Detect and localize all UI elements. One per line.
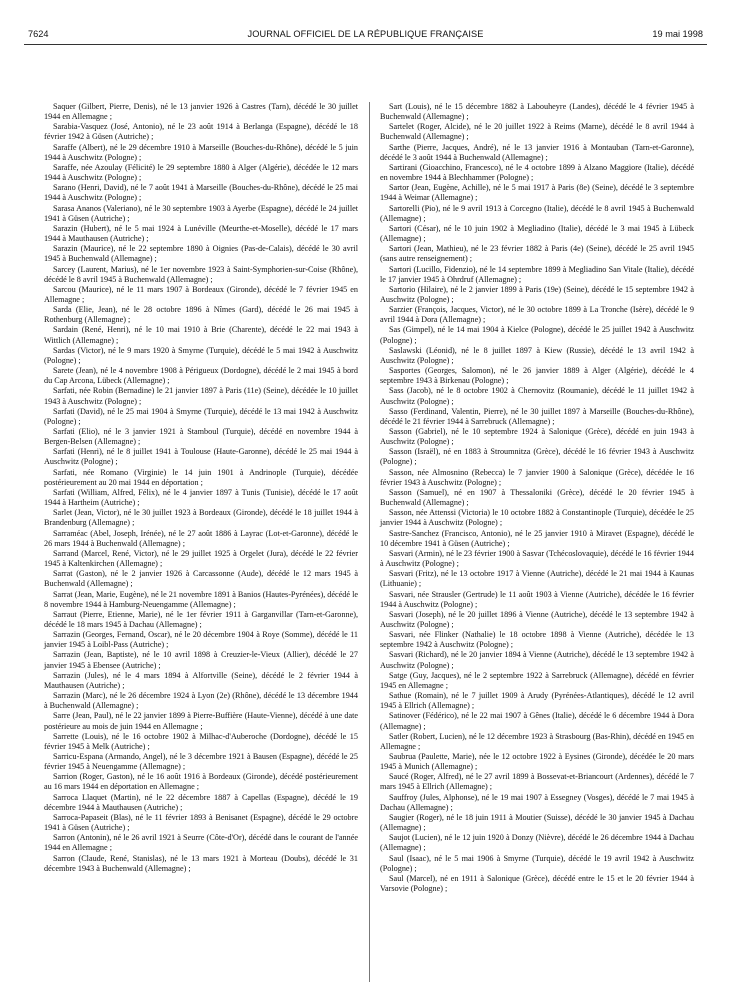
record-entry: Sarrat (Gaston), né le 2 janvier 1926 à Carcassonne (Aude), décédé le 12 mars 1945 à Buchenwald (Allemagne) ; [44,569,358,589]
record-entry: Saul (Isaac), né le 5 mai 1906 à Smyrne (Turquie), décédé le 19 avril 1942 à Auschwitz (Pologne) ; [380,853,694,873]
record-entry: Saugier (Roger), né le 18 juin 1911 à Moutier (Suisse), décédé le 30 janvier 1945 à Dachau (Allemagne) ; [380,812,694,833]
record-entry: Sarrand (Marcel, René, Victor), né le 29 juillet 1925 à Orgelet (Jura), décédé le 22 février 1945 à Kaltenkirchen (Allemagne) ; [44,548,358,569]
record-entry: Sastre-Sanchez (Francisco, Antonio), né le 25 janvier 1910 à Miravet (Espagne), décédé le 10 décembre 1941 à Güsen (Autriche) ; [380,528,694,548]
record-entry: Sarlet (Jean, Victor), né le 30 juillet 1923 à Bordeaux (Gironde), décédé le 18 juillet 1944 à Brandenburg (Allemagne) ; [44,508,358,528]
page-header [24,26,707,44]
record-entry: Sasvari (Armin), né le 23 février 1900 à Sasvar (Tchécoslovaquie), décédé le 16 février 1944 à Auschwitz (Pologne) ; [380,548,694,569]
record-entry: Saubrua (Paulette, Marie), née le 12 octobre 1922 à Eysines (Gironde), décédée le 20 mars 1945 à Munich (Allemagne) ; [380,752,694,772]
record-entry: Sarron (Antonin), né le 26 avril 1921 à Seurre (Côte-d'Or), décédé dans le courant de l'année 1944 en Allemagne ; [44,833,358,853]
record-entry: Sarcou (Maurice), né le 11 mars 1907 à Bordeaux (Gironde), décédé le 7 février 1945 en Allemagne ; [44,284,358,304]
record-entry: Sarroca Llaquet (Martin), né le 22 décembre 1887 à Capellas (Espagne), décédé le 19 décembre 1944 à Mauthausen (Autriche) ; [44,792,358,812]
page-number: 7624 [28,29,49,39]
record-entry: Sarricu-Espana (Armando, Angel), né le 3 décembre 1921 à Bausen (Espagne), décédé le 25 février 1945 à Neuengamme (Allemagne) ; [44,752,358,772]
record-entry: Satge (Guy, Jacques), né le 2 septembre 1922 à Sarrebruck (Allemagne), décédé en février 1945 en Allemagne ; [380,670,694,690]
record-entry: Sass (Jacob), né le 8 octobre 1902 à Chernovitz (Roumanie), décédé le 11 juillet 1942 à Auschwitz (Pologne) ; [380,386,694,406]
record-entry: Sartelet (Roger, Alcide), né le 20 juillet 1922 à Reims (Marne), décédé le 8 avril 1944 à Buchenwald (Allemagne) ; [380,122,694,142]
record-entry: Satler (Robert, Lucien), né le 12 décembre 1923 à Strasbourg (Bas-Rhin), décédé en 1945 en Allemagne ; [380,731,694,751]
record-entry: Sarazin (Maurice), né le 22 septembre 1890 à Oignies (Pas-de-Calais), décédé le 30 avril 1945 à Buchenwald (Allemagne) ; [44,244,358,264]
record-entry: Sarasa Ananos (Valeriano), né le 30 septembre 1903 à Ayerbe (Espagne), décédé le 24 juillet 1941 à Güsen (Autriche) ; [44,203,358,223]
record-entry: Satinover (Fédérico), né le 22 mai 1907 à Gênes (Italie), décédé le 6 décembre 1944 à Dora (Allemagne) ; [380,711,694,731]
record-entry: Sathue (Romain), né le 7 juillet 1909 à Arudy (Pyrénées-Atlantiques), décédé le 12 avril 1945 à Ellrich (Allemagne) ; [380,691,694,711]
record-entry: Sarron (Claude, René, Stanislas), né le 13 mars 1921 à Morteau (Doubs), décédé le 31 décembre 1943 à Buchenwald (Allemagne) ; [44,853,358,873]
record-entry: Sartori (Jean, Mathieu), né le 23 février 1882 à Paris (4e) (Seine), décédé le 25 avril 1945 (sans autre renseignement) ; [380,244,694,264]
record-entry: Sarfati (David), né le 25 mai 1904 à Smyrne (Turquie), décédé le 13 mai 1942 à Auschwitz (Pologne) ; [44,406,358,426]
record-entry: Saucé (Roger, Alfred), né le 27 avril 1899 à Bossevat-et-Briancourt (Ardennes), décédé le 7 mars 1945 à Ellrich (Allemagne) ; [380,772,694,792]
column-divider [369,102,370,982]
record-entry: Sardain (René, Henri), né le 10 mai 1910 à Brie (Charente), décédé le 22 mai 1943 à Wittlich (Allemagne) ; [44,325,358,345]
record-entry: Sart (Louis), né le 15 décembre 1882 à Labouheyre (Landes), décédé le 4 février 1945 à Buchenwald (Allemagne) ; [380,102,694,122]
record-entry: Saraffe, née Azoulay (Félicité) le 29 septembre 1880 à Alger (Algérie), décédée le 12 mars 1944 à Auschwitz (Pologne) ; [44,162,358,183]
record-entry: Sauffroy (Jules, Alphonse), né le 19 mai 1907 à Essegney (Vosges), décédé le 7 mai 1945 à Dachau (Allemagne) ; [380,792,694,812]
record-entry: Sasvari (Fritz), né le 13 octobre 1917 à Vienne (Autriche), décédé le 21 mai 1944 à Kaunas (Lithuanie) ; [380,569,694,589]
record-entry: Sarda (Elie, Jean), né le 28 octobre 1896 à Nîmes (Gard), décédé le 26 mai 1945 à Rothenburg (Allemagne) ; [44,305,358,325]
record-entry: Sarroca-Papaseit (Blas), né le 11 février 1893 à Benisanet (Espagne), décédé le 29 octobre 1941 à Güsen (Autriche) ; [44,812,358,833]
record-entry: Sarrazin (Jean, Baptiste), né le 10 avril 1898 à Creuzier-le-Vieux (Allier), décédé le 27 janvier 1945 à Ebensee (Autriche) ; [44,650,358,670]
record-entry: Sarete (Jean), né le 4 novembre 1908 à Périgueux (Dordogne), décédé le 2 mai 1945 à bord du Cap Arcona, Lübeck (Allemagne) ; [44,366,358,386]
record-entry: Sasvari, née Strausler (Gertrude) le 11 août 1903 à Vienne (Autriche), décédée le 16 février 1944 à Auschwitz (Pologne) ; [380,589,694,609]
record-entry: Saslawski (Léonid), né le 8 juillet 1897 à Kiew (Russie), décédé le 13 avril 1942 à Auschwitz (Pologne) ; [380,345,694,365]
record-entry: Sartirani (Gioacchino, Francesco), né le 4 octobre 1899 à Alzano Maggiore (Italie), décédé en novembre 1944 à Blechhammer (Pologne) ; [380,162,694,183]
right-column [380,102,694,894]
record-entry: Sasson (Samuel), né en 1907 à Thessaloniki (Grèce), décédé le 20 février 1945 à Buchenwald (Allemagne) ; [380,487,694,508]
record-entry: Sarabia-Vasquez (José, Antonio), né le 23 août 1914 à Berlanga (Espagne), décédé le 18 février 1942 à Güsen (Autriche) ; [44,122,358,142]
record-entry: Sasvari, née Flinker (Nathalie) le 18 octobre 1898 à Vienne (Autriche), décédée le 13 septembre 1942 à Auschwitz (Pologne) ; [380,630,694,650]
record-entry: Sarrette (Louis), né le 16 octobre 1902 à Milhac-d'Auberoche (Dordogne), décédé le 15 février 1945 à Melk (Autriche) ; [44,731,358,751]
record-entry: Sardas (Victor), né le 9 mars 1920 à Smyrne (Turquie), décédé le 5 mai 1942 à Auschwitz (Pologne) ; [44,345,358,365]
record-entry: Saul (Marcel), né en 1911 à Salonique (Grèce), décédé entre le 15 et le 20 février 1944 à Varsovie (Pologne) ; [380,873,694,894]
record-entry: Sartori (Lucillo, Fidenzio), né le 14 septembre 1899 à Megliadino San Vitale (Italie), décédé le 17 janvier 1945 à Ohrdruf (Allemagne) ; [380,264,694,284]
record-entry: Saraffe (Albert), né le 29 décembre 1910 à Marseille (Bouches-du-Rhône), décédé le 5 juin 1944 à Auschwitz (Pologne) ; [44,142,358,162]
record-entry: Sasson (Gabriel), né le 10 septembre 1924 à Salonique (Grèce), décédé en juin 1943 à Auschwitz (Pologne) ; [380,427,694,447]
record-entry: Sartori (César), né le 10 juin 1902 à Megliadino (Italie), décédé le 3 mai 1945 à Lübeck (Allemagne) ; [380,223,694,244]
record-entry: Sarcey (Laurent, Marius), né le 1er novembre 1923 à Saint-Symphorien-sur-Coise (Rhône), décédé le 8 avril 1945 à Buchenwald (Allemagne) ; [44,264,358,284]
record-entry: Sarre (Jean, Paul), né le 22 janvier 1899 à Pierre-Buffière (Haute-Vienne), décédé à une date postérieure au mois de juin 1944 en Allemagne ; [44,711,358,731]
record-entry: Sasson, née Almosnino (Rebecca) le 7 janvier 1900 à Salonique (Grèce), décédée le 16 février 1943 à Auschwitz (Pologne) ; [380,467,694,487]
record-entry: Sarfati (Elio), né le 3 janvier 1921 à Stamboul (Turquie), décédé en novembre 1944 à Bergen-Belsen (Allemagne) ; [44,427,358,447]
record-entry: Sarrion (Roger, Gaston), né le 16 août 1916 à Bordeaux (Gironde), décédé postérieurement au 16 mars 1944 en déportation en Allemagne ; [44,772,358,792]
record-entry: Sasson, née Attenssi (Victoria) le 10 octobre 1882 à Constantinople (Turquie), décédée le 25 janvier 1944 à Auschwitz (Pologne) ; [380,508,694,528]
record-entry: Sarfati (William, Alfred, Félix), né le 4 janvier 1897 à Tunis (Tunisie), décédé le 17 août 1944 à Hartheim (Autriche) ; [44,487,358,508]
record-entry: Sas (Gimpel), né le 14 mai 1904 à Kielce (Pologne), décédé le 25 juillet 1942 à Auschwitz (Pologne) ; [380,325,694,345]
record-entry: Sarrazin (Marc), né le 26 décembre 1924 à Lyon (2e) (Rhône), décédé le 13 décembre 1944 à Buchenwald (Allemagne) ; [44,691,358,711]
record-entry: Sasportes (Georges, Salomon), né le 26 janvier 1889 à Alger (Algérie), décédé le 4 septembre 1943 à Birkenau (Pologne) ; [380,366,694,386]
record-entry: Sarazin (Hubert), né le 5 mai 1924 à Lunéville (Meurthe-et-Moselle), décédé le 17 mars 1944 à Mauthausen (Autriche) ; [44,223,358,244]
record-entry: Sarano (Henri, David), né le 7 août 1941 à Marseille (Bouches-du-Rhône), décédé le 25 mai 1944 à Auschwitz (Pologne) ; [44,183,358,203]
record-entry: Sarfati, née Robin (Bernadine) le 21 janvier 1897 à Paris (11e) (Seine), décédée le 10 juillet 1943 à Auschwitz (Pologne) ; [44,386,358,406]
record-entry: Sarraut (Pierre, Etienne, Marie), né le 1er février 1911 à Garganvillar (Tarn-et-Garonne), décédé le 18 mars 1945 à Dachau (Allemagne) ; [44,609,358,629]
record-entry: Sartorelli (Pio), né le 9 avril 1913 à Corcegno (Italie), décédé le 8 avril 1945 à Buchenwald (Allemagne) ; [380,203,694,223]
record-entry: Sarrazin (Jules), né le 4 mars 1894 à Alfortville (Seine), décédé le 2 février 1944 à Mauthausen (Autriche) ; [44,670,358,690]
publication-date: 19 mai 1998 [652,29,703,39]
record-entry: Saujot (Lucien), né le 12 juin 1920 à Donzy (Nièvre), décédé le 26 décembre 1944 à Dachau (Allemagne) ; [380,833,694,853]
record-entry: Sarrat (Jean, Marie, Eugène), né le 21 novembre 1891 à Banios (Hautes-Pyrénées), décédé le 8 novembre 1944 à Hamburg-Neuengamme (Allemagne) ; [44,589,358,609]
record-entry: Sasson (Israël), né en 1883 à Stroumnitza (Grèce), décédé le 16 février 1943 à Auschwitz (Pologne) ; [380,447,694,467]
record-entry: Sarthe (Pierre, Jacques, André), né le 13 janvier 1916 à Montauban (Tarn-et-Garonne), décédé le 3 août 1944 à Buchenwald (Allemagne) ; [380,142,694,162]
record-entry: Sartorio (Hilaire), né le 2 janvier 1899 à Paris (19e) (Seine), décédé le 15 septembre 1942 à Auschwitz (Pologne) ; [380,284,694,304]
journal-title: JOURNAL OFFICIEL DE LA RÉPUBLIQUE FRANÇAISE [247,29,484,39]
record-entry: Sartor (Jean, Eugène, Achille), né le 5 mai 1917 à Paris (8e) (Seine), décédé le 3 septembre 1944 à Weimar (Allemagne) ; [380,183,694,203]
record-entry: Sarfati, née Romano (Virginie) le 14 juin 1901 à Andrinople (Turquie), décédée postérieurement au 20 mai 1944 en déportation ; [44,467,358,487]
record-entry: Sasso (Ferdinand, Valentin, Pierre), né le 30 juillet 1897 à Marseille (Bouches-du-Rhône), décédé le 21 février 1944 à Sarrebruck (Allemagne) ; [380,406,694,426]
left-column [44,102,358,874]
header-rule [24,44,707,45]
record-entry: Sasvari (Richard), né le 20 janvier 1894 à Vienne (Autriche), décédé le 13 septembre 1942 à Auschwitz (Pologne) ; [380,650,694,670]
record-entry: Sarraméac (Abel, Joseph, Irénée), né le 27 août 1886 à Layrac (Lot-et-Garonne), décédé le 26 mars 1944 à Buchenwald (Allemagne) ; [44,528,358,548]
record-entry: Sarzier (François, Jacques, Victor), né le 30 octobre 1899 à La Tronche (Isère), décédé le 9 avril 1944 à Dora (Allemagne) ; [380,305,694,325]
record-entry: Sasvari (Joseph), né le 20 juillet 1896 à Vienne (Autriche), décédé le 13 septembre 1942 à Auschwitz (Pologne) ; [380,609,694,629]
record-entry: Sarrazin (Georges, Fernand, Oscar), né le 20 décembre 1904 à Roye (Somme), décédé le 11 janvier 1945 à Loibl-Pass (Autriche) ; [44,630,358,650]
record-entry: Saquer (Gilbert, Pierre, Denis), né le 13 janvier 1926 à Castres (Tarn), décédé le 30 juillet 1944 en Allemagne ; [44,102,358,122]
record-entry: Sarfati (Henri), né le 8 juillet 1941 à Toulouse (Haute-Garonne), décédé le 25 mai 1944 à Auschwitz (Pologne) ; [44,447,358,467]
